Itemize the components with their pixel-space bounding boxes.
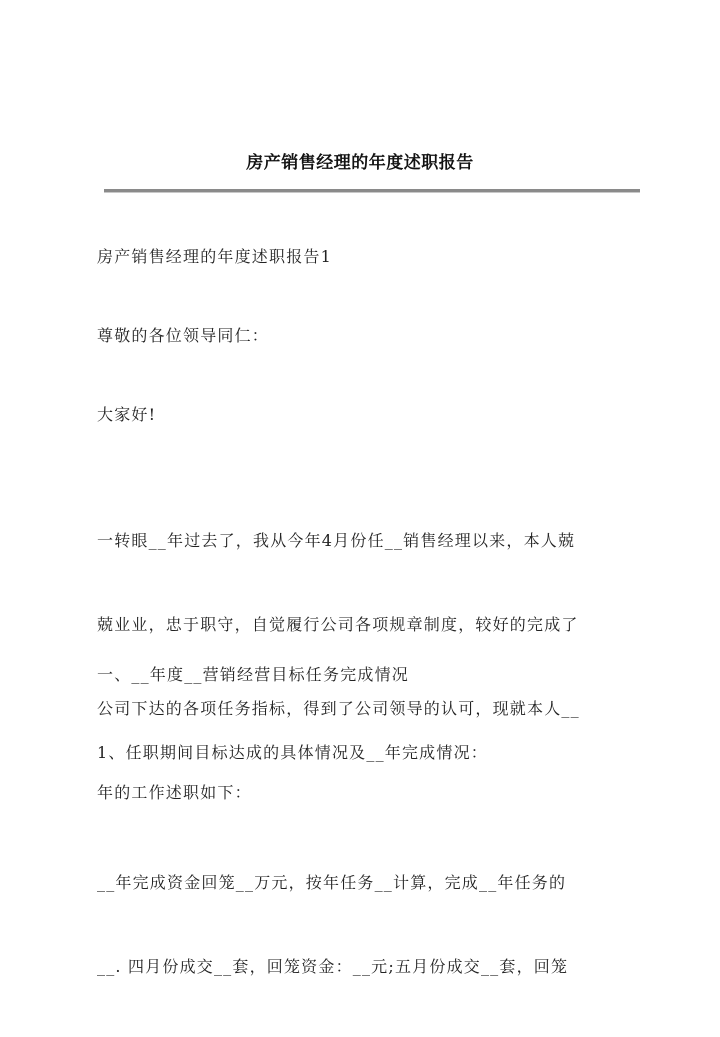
intro-line: 一转眼__年过去了，我从今年4月份任__销售经理以来，本人兢 <box>97 531 576 550</box>
report-subtitle: 房产销售经理的年度述职报告1 <box>97 247 332 266</box>
intro-line: 公司下达的各项任务指标，得到了公司领导的认可，现就本人__ <box>97 699 580 718</box>
intro-line: 兢业业，忠于职守，自觉履行公司各项规章制度，较好的完成了 <box>97 615 579 634</box>
intro-line: 年的工作述职如下： <box>97 783 252 802</box>
greeting: 大家好! <box>97 405 157 424</box>
item-1-paragraph <box>97 813 637 1037</box>
item-1-line: __. 四月份成交__套，回笼资金：__元;五月份成交__套，回笼 <box>97 957 569 976</box>
item-1-heading: 1、任职期间目标达成的具体情况及__年完成情况： <box>97 743 488 762</box>
document-title: 房产销售经理的年度述职报告 <box>246 153 474 173</box>
section-1-heading: 一、__年度__营销经营目标任务完成情况 <box>97 665 410 684</box>
item-1-line: __年完成资金回笼__万元，按年任务__计算，完成__年任务的 <box>97 873 567 892</box>
title-divider <box>104 189 640 193</box>
salutation: 尊敬的各位领导同仁： <box>97 326 270 345</box>
